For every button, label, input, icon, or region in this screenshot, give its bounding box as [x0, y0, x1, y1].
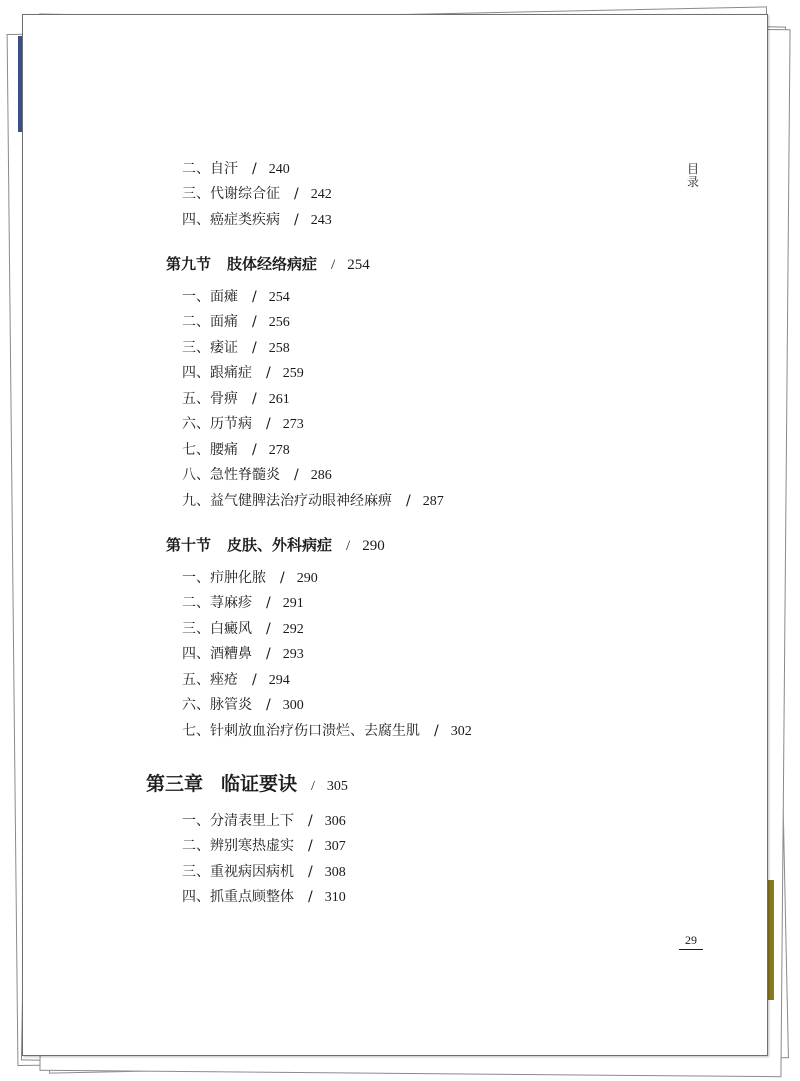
toc-entry-page: 293	[282, 647, 304, 662]
toc-entry-page: 286	[310, 468, 332, 483]
section-title: 肢体经络病症	[227, 255, 318, 273]
toc-entry-page: 242	[310, 187, 332, 202]
toc-entry[interactable]	[182, 390, 290, 409]
toc-separator: /	[266, 697, 271, 713]
toc-entry-label: 二、自汗	[182, 161, 238, 177]
toc-entry[interactable]	[182, 466, 332, 485]
toc-entry-label: 一、疖肿化脓	[182, 570, 266, 586]
chapter-page: 305	[326, 779, 348, 794]
toc-entry-page: 290	[296, 571, 318, 586]
toc-section-heading[interactable]	[166, 535, 385, 556]
toc-entry-page: 291	[282, 596, 304, 611]
toc-chapter-heading[interactable]	[146, 772, 348, 799]
toc-entry-page: 243	[310, 213, 332, 228]
toc-section-heading[interactable]	[166, 254, 370, 275]
toc-entry[interactable]	[182, 569, 318, 588]
section-number: 第十节	[166, 536, 212, 554]
toc-entry-page: 278	[268, 443, 290, 458]
toc-separator: /	[294, 186, 299, 202]
toc-entry-label: 三、痿证	[182, 340, 238, 356]
toc-entry-page: 259	[282, 366, 304, 381]
toc-separator: /	[266, 365, 271, 381]
toc-entry-page: 300	[282, 698, 304, 713]
chapter-title: 临证要诀	[221, 773, 298, 795]
toc-entry-label: 八、急性脊髓炎	[182, 467, 280, 483]
toc-entry-page: 258	[268, 341, 290, 356]
toc-separator: /	[280, 570, 285, 586]
toc-separator: /	[294, 467, 299, 483]
toc-separator: /	[252, 161, 257, 177]
toc-entry-label: 二、面痛	[182, 314, 238, 330]
page-number: 29	[679, 933, 703, 950]
toc-entry-label: 六、脉管炎	[182, 697, 252, 713]
toc-entry[interactable]	[182, 812, 346, 831]
toc-entry[interactable]	[182, 441, 290, 460]
toc-separator: /	[308, 813, 313, 829]
toc-separator: /	[434, 723, 439, 739]
toc-separator: /	[266, 595, 271, 611]
toc-entry-label: 七、腰痛	[182, 442, 238, 458]
toc-entry-page: 302	[450, 724, 472, 739]
toc-separator: /	[266, 646, 271, 662]
toc-entry-page: 287	[422, 494, 444, 509]
section-page: 290	[362, 538, 385, 554]
toc-entry[interactable]	[182, 185, 332, 204]
toc-entry-page: 256	[268, 315, 290, 330]
toc-separator: /	[252, 672, 257, 688]
toc-separator: /	[252, 391, 257, 407]
toc-entry[interactable]	[182, 863, 346, 882]
toc-separator: /	[346, 538, 351, 554]
toc-entry-page: 310	[324, 890, 346, 905]
toc-separator: /	[406, 493, 411, 509]
toc-entry-page: 261	[268, 392, 290, 407]
toc-separator: /	[266, 416, 271, 432]
toc-entry-label: 二、荨麻疹	[182, 595, 252, 611]
toc-entry-label: 一、面瘫	[182, 289, 238, 305]
section-number: 第九节	[166, 255, 212, 273]
toc-entry-label: 三、代谢综合征	[182, 186, 280, 202]
toc-entry-page: 307	[324, 839, 346, 854]
toc-entry-page: 294	[268, 673, 290, 688]
chapter-number: 第三章	[146, 773, 204, 795]
toc-separator: /	[308, 889, 313, 905]
toc-entry-page: 292	[282, 622, 304, 637]
toc-separator: /	[266, 621, 271, 637]
toc-entry[interactable]	[182, 160, 290, 179]
toc-entry[interactable]	[182, 313, 290, 332]
toc-entry[interactable]	[182, 696, 304, 715]
section-page: 254	[347, 257, 370, 273]
toc-page	[22, 14, 768, 1056]
toc-separator: /	[308, 864, 313, 880]
toc-entry[interactable]	[182, 339, 290, 358]
toc-entry-page: 273	[282, 417, 304, 432]
toc-entry-label: 五、痤疮	[182, 672, 238, 688]
toc-entry-page: 306	[324, 814, 346, 829]
toc-entry-page: 240	[268, 162, 290, 177]
toc-entry[interactable]	[182, 211, 332, 230]
side-label: 目录	[686, 162, 699, 189]
toc-entry-label: 七、针刺放血治疗伤口溃烂、去腐生肌	[182, 723, 420, 739]
toc-entry[interactable]	[182, 722, 472, 741]
toc-separator: /	[252, 442, 257, 458]
toc-separator: /	[252, 289, 257, 305]
toc-entry[interactable]	[182, 492, 444, 511]
toc-entry[interactable]	[182, 888, 346, 907]
toc-entry-label: 四、酒糟鼻	[182, 646, 252, 662]
toc-separator: /	[331, 257, 336, 273]
toc-entry-label: 一、分清表里上下	[182, 813, 294, 829]
toc-separator: /	[294, 212, 299, 228]
toc-entry-label: 六、历节病	[182, 416, 252, 432]
toc-separator: /	[311, 779, 315, 794]
toc-separator: /	[252, 340, 257, 356]
toc-entry-label: 四、跟痛症	[182, 365, 252, 381]
toc-entry-label: 三、白癜风	[182, 621, 252, 637]
toc-entry-page: 308	[324, 865, 346, 880]
toc-entry-label: 五、骨痹	[182, 391, 238, 407]
toc-entry[interactable]	[182, 645, 304, 664]
toc-separator: /	[308, 838, 313, 854]
toc-entry-label: 九、益气健脾法治疗动眼神经麻痹	[182, 493, 392, 509]
toc-entry[interactable]	[182, 415, 304, 434]
toc-entry[interactable]	[182, 364, 304, 383]
toc-entry-label: 三、重视病因病机	[182, 864, 294, 880]
toc-entry-page: 254	[268, 290, 290, 305]
toc-entry-label: 四、抓重点顾整体	[182, 889, 294, 905]
toc-entry[interactable]	[182, 671, 290, 690]
toc-entry-label: 四、癌症类疾病	[182, 212, 280, 228]
toc-separator: /	[252, 314, 257, 330]
toc-entry[interactable]	[182, 594, 304, 613]
toc-entry[interactable]	[182, 620, 304, 639]
section-title: 皮肤、外科病症	[227, 536, 333, 554]
toc-entry[interactable]	[182, 288, 290, 307]
toc-entry-label: 二、辨别寒热虚实	[182, 838, 294, 854]
toc-entry[interactable]	[182, 837, 346, 856]
